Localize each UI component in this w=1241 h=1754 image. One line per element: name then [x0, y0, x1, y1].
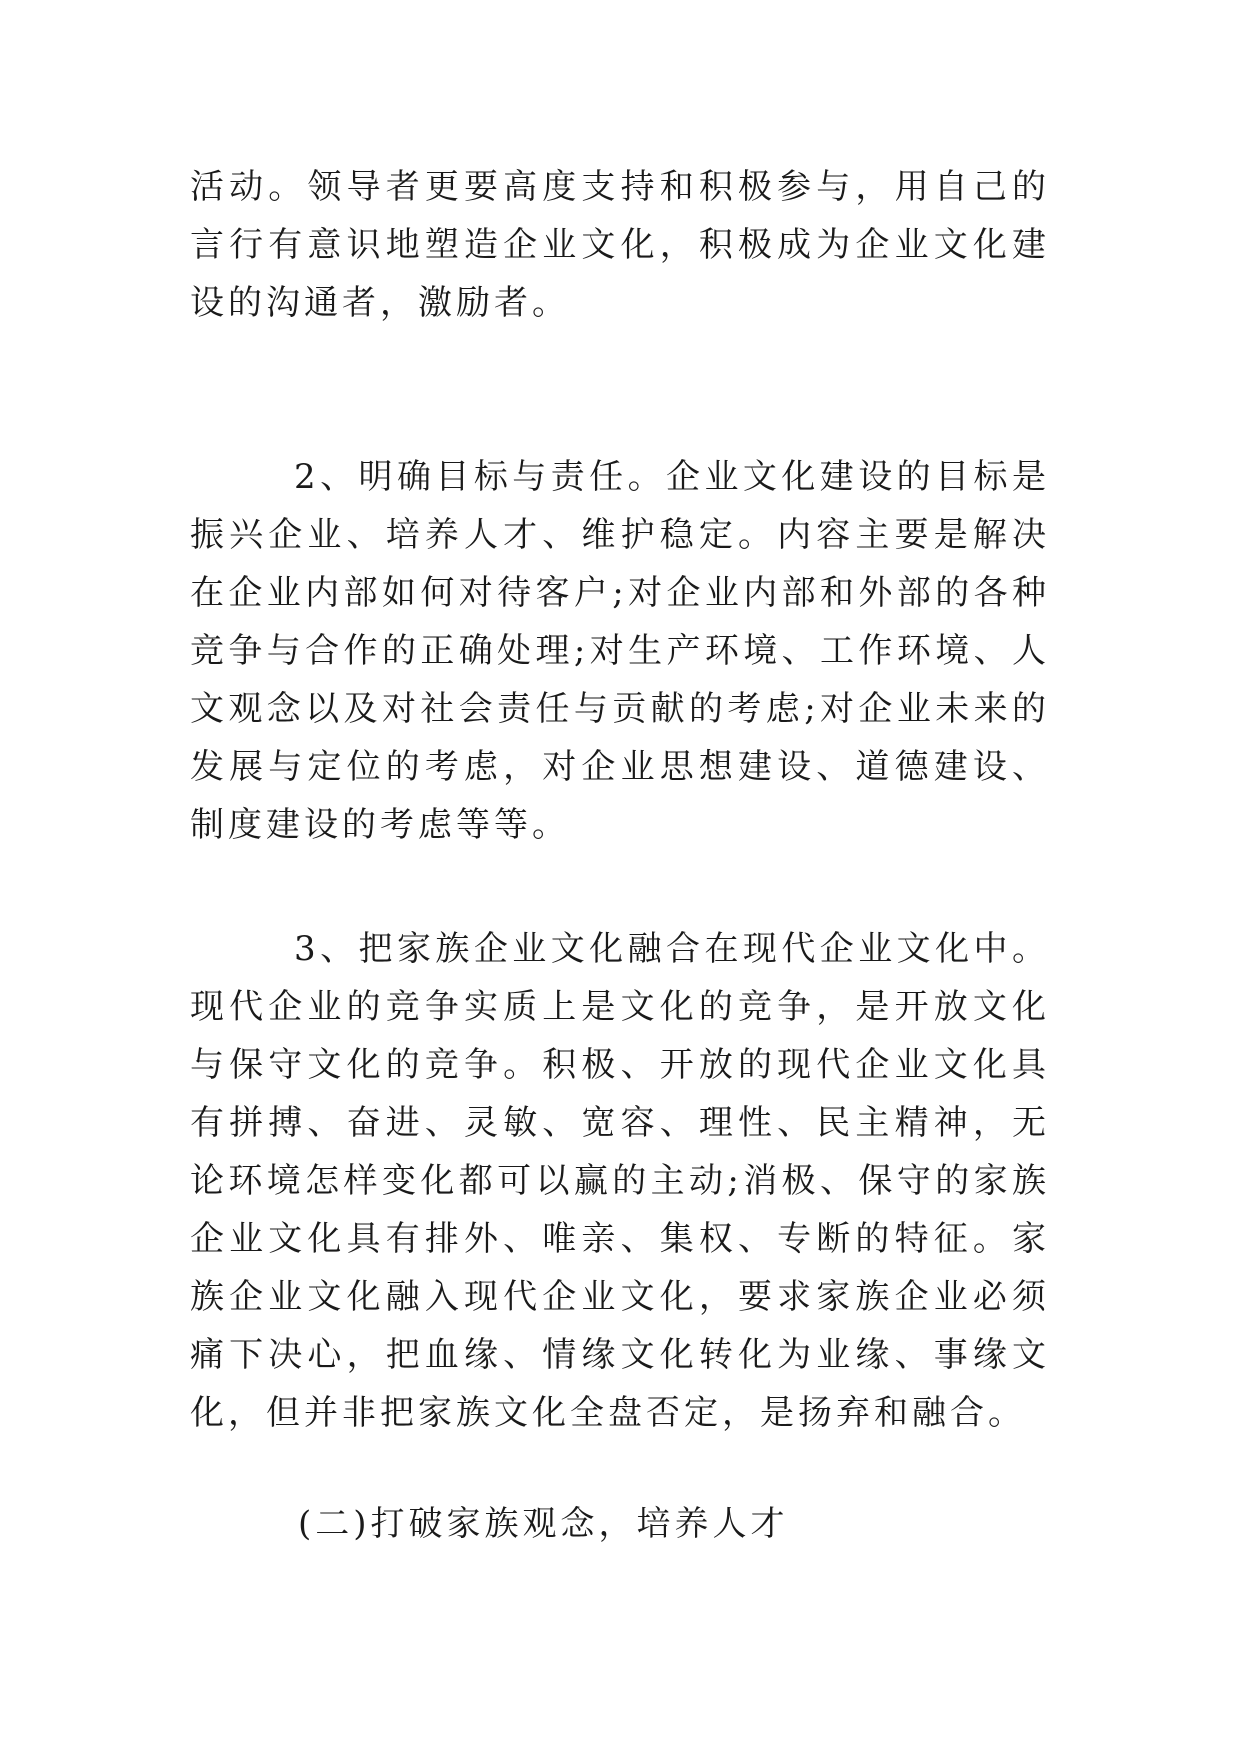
section-heading: (二)打破家族观念，培养人才 — [298, 1504, 789, 1544]
paragraph-leadership-continuation: 活动。领导者更要高度支持和积极参与，用自己的言行有意识地塑造企业文化，积极成为企业文化建设的沟通者，激励者。 — [190, 167, 1050, 323]
paragraph-goals-responsibility: 2、明确目标与责任。企业文化建设的目标是振兴企业、培养人才、维护稳定。内容主要是解决在企业内部如何对待客户;对企业内部和外部的各种竞争与合作的正确处理;对生产环境、工作环境、人文观念以及对社会责任与贡献的考虑;对企业未来的发展与定位的考虑，对企业思想建设、道德建设、制度建设的考虑等等。 — [190, 457, 1050, 845]
paragraph-family-culture-integration: 3、把家族企业文化融合在现代企业文化中。现代企业的竞争实质上是文化的竞争，是开放文化与保守文化的竞争。积极、开放的现代企业文化具有拼搏、奋进、灵敏、宽容、理性、民主精神，无论环境怎样变化都可以赢的主动;消极、保守的家族企业文化具有排外、唯亲、集权、专断的特征。家族企业文化融入现代企业文化，要求家族企业必须痛下决心，把血缘、情缘文化转化为业缘、事缘文化，但并非把家族文化全盘否定，是扬弃和融合。 — [190, 929, 1050, 1433]
